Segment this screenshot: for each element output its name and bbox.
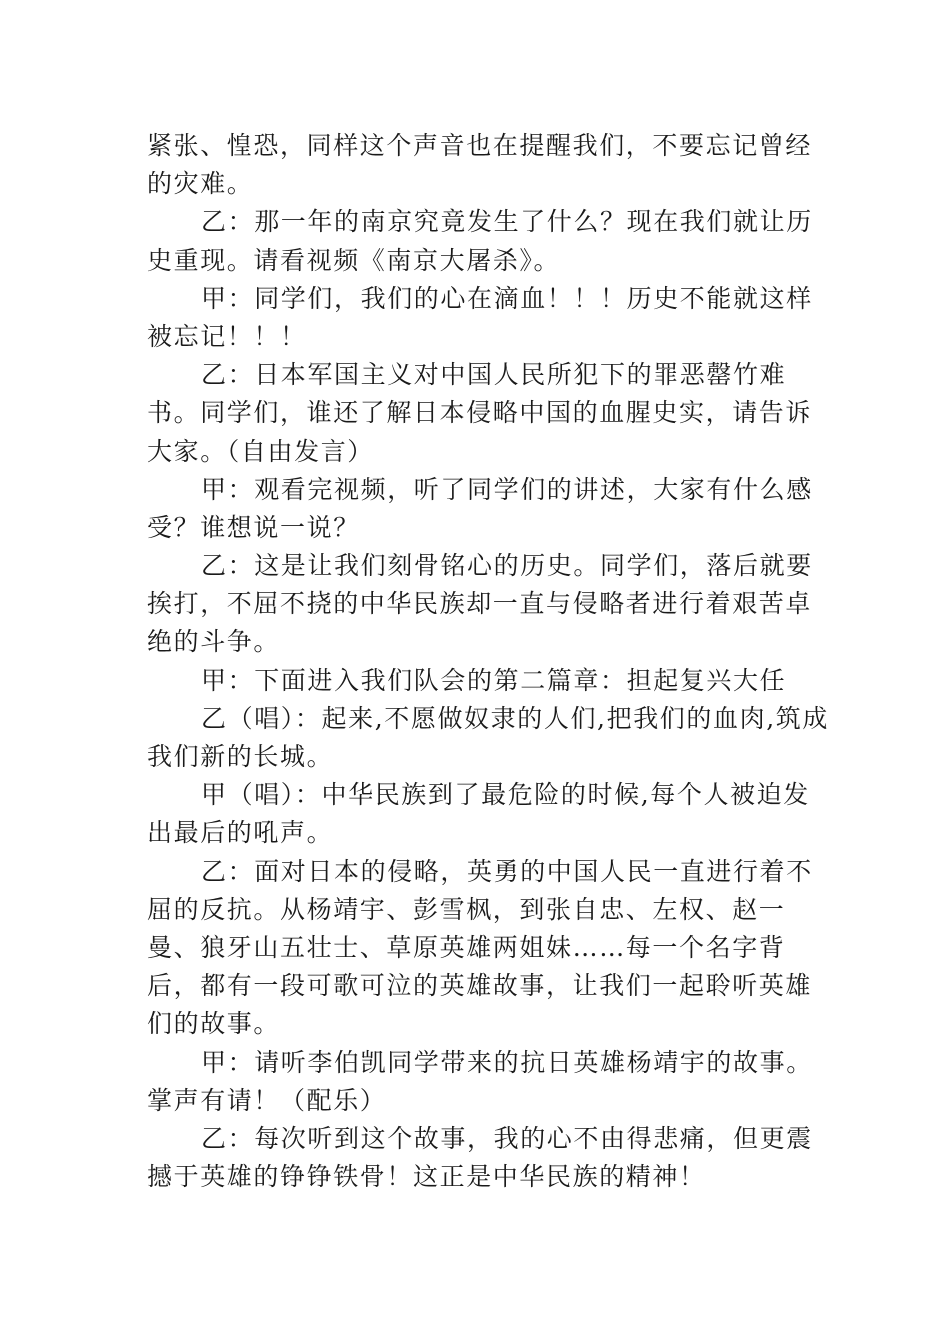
text-line: 书。同学们，谁还了解日本侵略中国的血腥史实，请告诉	[147, 398, 813, 428]
paragraph-start-line: 乙：日本军国主义对中国人民所犯下的罪恶罄竹难	[201, 360, 787, 390]
text-line: 的灾难。	[147, 169, 254, 199]
text-line: 曼、狼牙山五壮士、草原英雄两姐妹……每一个名字背	[147, 932, 786, 962]
text-line: 屈的反抗。从杨靖宇、彭雪枫，到张自忠、左权、赵一	[147, 894, 786, 924]
text-line: 掌声有请！（配乐）	[147, 1085, 387, 1115]
text-line: 史重现。请看视频《南京大屠杀》。	[147, 245, 561, 275]
text-line: 被忘记！！！	[147, 321, 307, 351]
paragraph-start-line: 甲（唱）：中华民族到了最危险的时候,每个人被迫发	[201, 780, 810, 810]
paragraph-start-line: 乙（唱）：起来,不愿做奴隶的人们,把我们的血肉,筑成	[201, 703, 829, 733]
paragraph-start-line: 甲：观看完视频，听了同学们的讲述，大家有什么感	[201, 474, 813, 504]
text-line: 出最后的吼声。	[147, 818, 334, 848]
document-body	[147, 127, 829, 1196]
text-line: 大家。（自由发言）	[147, 436, 374, 466]
text-line: 后，都有一段可歌可泣的英雄故事，让我们一起聆听英雄	[147, 971, 813, 1001]
paragraph-start-line: 乙：面对日本的侵略，英勇的中国人民一直进行着不	[201, 856, 813, 886]
paragraph-start-line: 甲：同学们，我们的心在滴血！！！历史不能就这样	[201, 283, 813, 313]
text-line: 撼于英雄的铮铮铁骨！这正是中华民族的精神！	[147, 1162, 706, 1192]
text-line: 受？谁想说一说？	[147, 512, 360, 542]
text-line: 们的故事。	[147, 1009, 281, 1039]
text-line: 我们新的长城。	[147, 742, 334, 771]
text-line: 挨打，不屈不挠的中华民族却一直与侵略者进行着艰苦卓	[147, 589, 813, 619]
paragraph-start-line: 乙：每次听到这个故事，我的心不由得悲痛，但更震	[201, 1123, 813, 1153]
text-line: 紧张、惶恐，同样这个声音也在提醒我们，不要忘记曾经	[147, 131, 813, 160]
paragraph-start-line: 乙：这是让我们刻骨铭心的历史。同学们，落后就要	[201, 551, 813, 581]
text-line: 绝的斗争。	[147, 627, 281, 657]
paragraph-start-line: 乙：那一年的南京究竟发生了什么？现在我们就让历	[201, 207, 813, 237]
paragraph-start-line: 甲：下面进入我们队会的第二篇章：担起复兴大任	[201, 665, 787, 695]
paragraph-start-line: 甲：请听李伯凯同学带来的抗日英雄杨靖宇的故事。	[201, 1047, 813, 1077]
